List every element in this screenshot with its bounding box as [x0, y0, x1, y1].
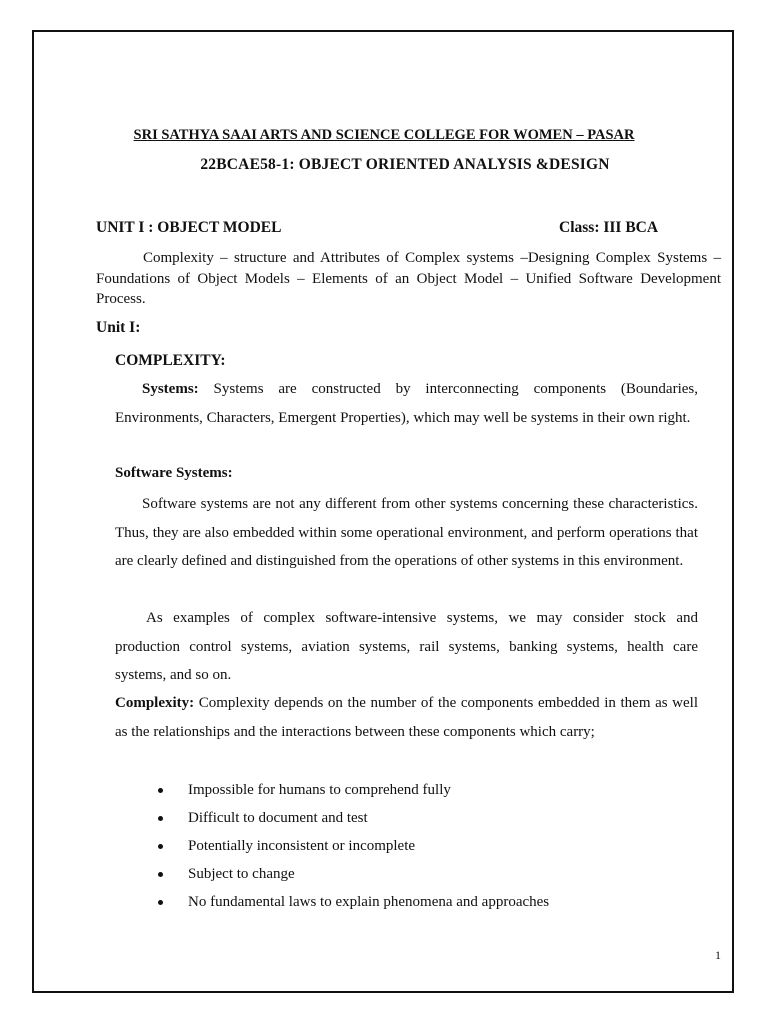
list-item — [155, 776, 549, 804]
list-item-text: Subject to change — [188, 866, 295, 882]
list-item — [155, 888, 549, 916]
list-item — [155, 860, 549, 888]
unit-heading: Unit I: — [96, 319, 141, 336]
list-item-text: Impossible for humans to comprehend fully — [188, 782, 451, 798]
list-item-text: Difficult to document and test — [188, 810, 368, 826]
list-item — [155, 832, 549, 860]
complexity-label: Complexity: — [115, 695, 195, 711]
list-item-text: No fundamental laws to explain phenomena and approaches — [188, 894, 550, 910]
systems-text: Systems are constructed by interconnecting components (Boundaries, Environments, Characters, Emergent Properties), which may well be systems in their own right. — [115, 381, 698, 426]
page-number: 1 — [715, 948, 721, 962]
software-paragraph-2: As examples of complex software-intensive systems, we may consider stock and production control systems, aviation systems, rail systems, banking systems, health care systems, and so on. — [115, 610, 698, 683]
course-title: 22BCAE58-1: OBJECT ORIENTED ANALYSIS &DESIGN — [200, 156, 610, 173]
bullet-icon — [158, 788, 163, 793]
bullet-icon — [158, 872, 163, 877]
bullet-icon — [158, 844, 163, 849]
list-item — [155, 804, 549, 832]
syllabus-paragraph: Complexity – structure and Attributes of Complex systems –Designing Complex Systems – Foundations of Object Models – Elements of an Object Model – Unified Software Development Process. — [96, 250, 721, 307]
class-label: Class: III BCA — [559, 219, 659, 236]
software-paragraph-1: Software systems are not any different from other systems concerning these characteristics. Thus, they are also embedded within some operational environment, and perform operations that are clearly defined and distinguished from the operations of other systems in this environment. — [115, 496, 698, 569]
list-item-text: Potentially inconsistent or incomplete — [188, 838, 416, 854]
complexity-bullet-list — [155, 776, 549, 916]
systems-paragraph — [115, 375, 698, 432]
bullet-icon — [158, 900, 163, 905]
systems-label: Systems: — [142, 381, 199, 397]
section-heading: COMPLEXITY: — [115, 352, 226, 369]
unit-title: UNIT I : OBJECT MODEL — [96, 219, 282, 236]
complexity-paragraph — [115, 689, 698, 746]
college-name: SRI SATHYA SAAI ARTS AND SCIENCE COLLEGE FOR WOMEN – PASAR — [133, 127, 635, 143]
bullet-icon — [158, 816, 163, 821]
complexity-text: Complexity depends on the number of the components embedded in them as well as the relationships and the interactions between these components which carry; — [115, 695, 698, 740]
software-systems-heading: Software Systems: — [115, 465, 233, 481]
